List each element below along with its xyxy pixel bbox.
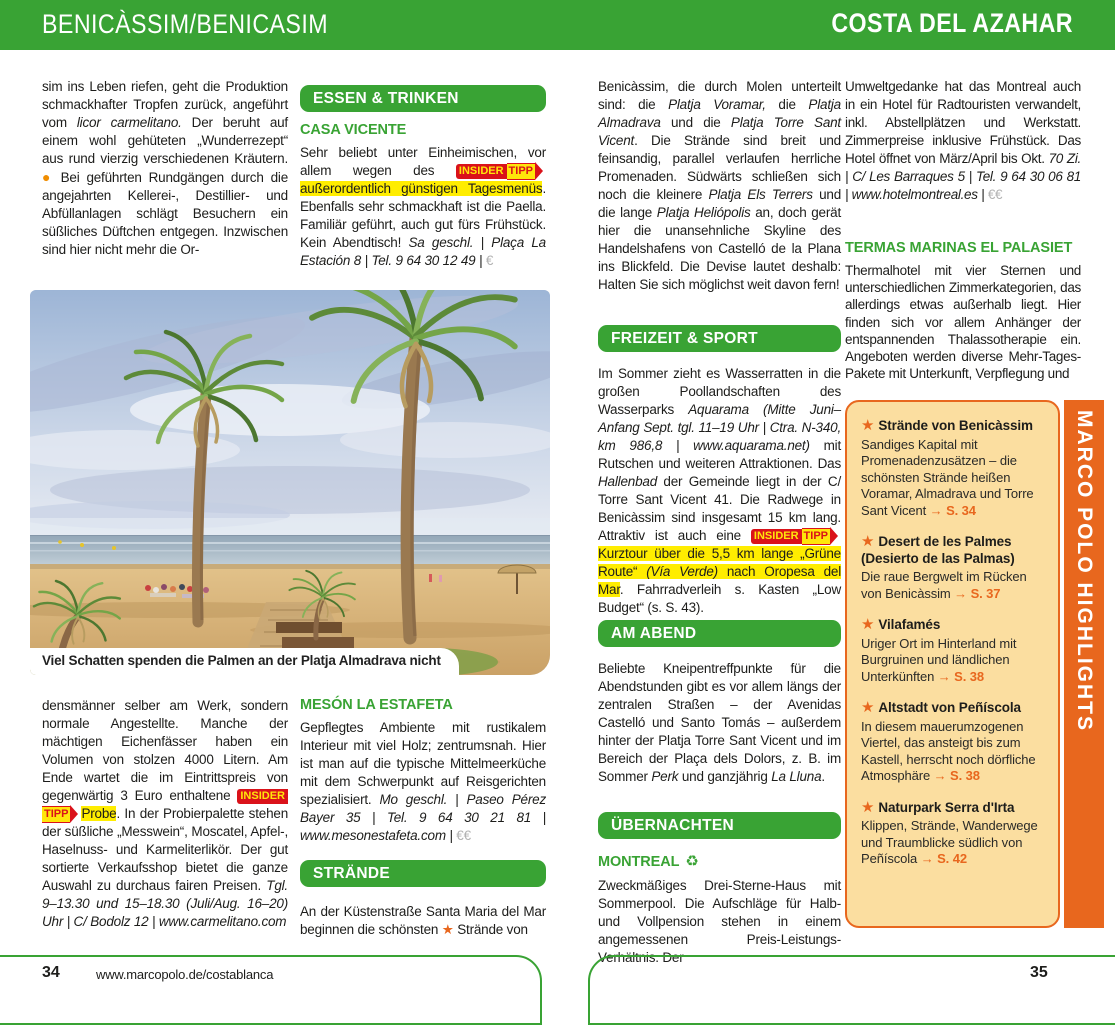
page-reference: → S. 34 <box>929 502 976 518</box>
body-text-meson: Gepflegtes Ambiente mit rustikalem Interieur mit viel Holz; zentrumsnah. Hier ist man auf die typische Mittelmeerküche mit dem Schwerpunkt auf Reisgerichten spezialisiert. Mo geschl. | Paseo Pérez Bayer 35 | Tel. 9 64 30 21 81 | www.mesonestafeta.com | €€ <box>300 720 546 843</box>
star-icon: ★ <box>861 417 875 434</box>
highlight-body-text: In diesem mauerumzogenen Viertel, das ansteigt bis zum Kastell, herrscht noch dörfliche Atmosphäre <box>861 718 1036 783</box>
section-box-am-abend: AM ABEND <box>598 620 841 647</box>
body-text-casa-vicente: Sehr beliebt unter Einheimischen, vor allem wegen des INSIDER TIPPaußerordentlich günstigen Tagesmenüs. Ebenfalls sehr schmackhaft ist die Paella. Familiär geführt, auch gut fürs Frühstück. Kein Abendtisch! Sa geschl. | Plaça La Estación 8 | Tel. 9 64 30 12 49 | € <box>300 145 546 268</box>
highlight-title: Vilafamés <box>878 617 941 632</box>
star-icon: ★ <box>861 533 875 550</box>
beach-photo-illustration <box>30 290 550 675</box>
body-text-montreal: Zweckmäßiges Drei-Sterne-Haus mit Sommerpool. Die Aufschläge für Halb- und Vollpension stehen in einem angemessenen Preis-Leistungs-Verhältnis. Der <box>598 878 841 965</box>
page-number-left: 34 <box>42 964 60 981</box>
highlight-body <box>861 818 1048 868</box>
highlight-title: Strände von Benicàssim <box>878 418 1033 433</box>
star-icon: ★ <box>861 616 875 633</box>
body-text-rcol1-top: Benicàssim, die durch Molen unterteilt sind: die Platja Voramar, die Platja Almadrava und die Platja Torre Sant Vicent. Die Strände sind breit und feinsandig, parallel verlaufen herrliche Promenaden. Südwärts schließen sich noch die kleinere Platja Els Terrers und die lange Platja Heliópolis an, doch gerät hier die unansehnliche Skyline des Handelshafens von Castelló de la Plana ins Blickfeld. Die Devise lautet deshalb: Halten Sie sich möglichst weit davon fern! <box>598 79 842 292</box>
body-text-freizeit: Im Sommer zieht es Wasserratten in die großen Poollandschaften des Wasserparks Aquarama (Mitte Juni–Anfang Sept. tgl. 11–19 Uhr | Ctra. N-340, km 986,8 | www.aquarama.net) mit Rutschen und weiteren Attraktionen. Das Hallenbad der Gemeinde liegt in der C/ Torre Sant Vicent 41. Die Radwege in Benicàssim sind insgesamt 15 km lang. Attraktiv ist auch eine INSIDER TIPPKurztour über die 5,5 km lange „Grüne Route“ (Vía Verde) nach Oropesa del Mar. Fahrradverleih s. Kasten „Low Budget“ (s. S. 43). <box>598 366 841 615</box>
highlight-item <box>861 534 1048 602</box>
star-icon: ★ <box>861 798 875 816</box>
highlight-item <box>861 617 1048 685</box>
region-title: COSTA DEL AZAHAR <box>831 8 1073 38</box>
highlight-body-text: Uriger Ort im Hinterland mit Burgruinen und ländlichen Unterkünften <box>861 635 1017 684</box>
highlights-box <box>845 400 1060 928</box>
body-text-col1-bottom: densmänner selber am Werk, sondern normale Angestellte. Manche der mächtigen Eichenfässer haben ein Volumen von stolzen 4000 Litern. Am Ende wartet die im Eintrittspreis von gegenwärtig 3 Euro enthaltene INSIDERTIPP Probe. In der Probierpalette stehen der süßliche „Messwein“, Moscatel, Apfel-, Haselnuss- und Karmeliterlikör. Der gut sortierte Verkaufsshop bietet die ganze Auswahl zu durchaus fairen Preisen. Tgl. 9–13.30 und 15–18.30 (Juli/Aug. 16–20) Uhr | C/ Bodolz 12 | www.carmelitano.com <box>42 698 288 929</box>
page-reference: → S. 42 <box>920 851 967 866</box>
page-header-bar <box>0 0 1115 50</box>
highlight-body <box>861 569 1048 602</box>
footer-url: www.marcopolo.de/costablanca <box>96 967 274 982</box>
page-reference: → S. 37 <box>954 585 1001 601</box>
highlight-body-text: Sandiges Kapital mit Promenadenzusätzen – die schönsten Strände heißen Voramar, Almadrava und Torre Sant Vicent <box>861 436 1034 518</box>
beach-photo <box>30 290 550 675</box>
entry-heading-montreal-label: MONTREAL <box>598 854 680 870</box>
body-text-rcol2-top: Umweltgedanke hat das Montreal auch in ein Hotel für Radtouristen verwandelt, inkl. Abstellplätzen und Werkstatt. Zimmerpreise inklusive Frühstück. Das Hotel öffnet von März/April bis Okt. 70 Zi. | C/ Les Barraques 5 | Tel. 9 64 30 06 81 | www.hotelmontreal.es | €€ <box>845 79 1081 202</box>
highlights-side-band <box>1064 400 1104 928</box>
page-number-right: 35 <box>1030 964 1048 981</box>
eco-leaf-icon: ♻ <box>685 853 699 870</box>
entry-heading-termas: TERMAS MARINAS EL PALASIET <box>845 240 1073 256</box>
highlight-body <box>861 719 1048 785</box>
page-reference: → S. 38 <box>937 668 985 684</box>
page-reference: → S. 38 <box>933 768 980 783</box>
page-title: BENICÀSSIM/BENICASIM <box>42 9 329 39</box>
highlight-body-text: Die raue Bergwelt im Rücken von Benicàssim <box>861 569 1027 601</box>
section-box-uebernachten: ÜBERNACHTEN <box>598 812 841 839</box>
highlight-title: Naturpark Serra d'Irta <box>878 799 1015 815</box>
body-text-straende: An der Küstenstraße Santa Maria del Mar beginnen die schönsten ★ Strände von <box>300 904 546 937</box>
section-box-freizeit-sport: FREIZEIT & SPORT <box>598 325 841 352</box>
body-text-am-abend: Beliebte Kneipentreffpunkte für die Abendstunden gibt es vor allem längs der zentralen Straßen – der Avenidas Castelló und Santo Tomás – außerdem hinter der Platja Torre Sant Vicent und im Bereich der Plaça dels Dolors, z. B. im Sommer Perk und ganzjährig La Lluna. <box>598 661 841 784</box>
highlight-title: Altstadt von Peñíscola <box>878 700 1021 715</box>
highlight-item <box>861 800 1048 868</box>
star-icon: ★ <box>861 699 875 716</box>
section-box-essen-trinken: ESSEN & TRINKEN <box>300 85 546 112</box>
section-box-straende: STRÄNDE <box>300 860 546 887</box>
body-text-col1-top: sim ins Leben riefen, geht die Produktion schmackhafter Tropfen zurück, angeführt vom licor carmelitano. Der beruht auf einem wohl gehüteten „Wunderrezept“ aus rund vierzig verschiedenen Kräutern. ● Bei geführten Rundgängen durch die angejahrten Kellerei-, Destillier- und Abfüllanlagen schlägt Besuchern ein süßliches Düftchen entgegen. Inzwischen sind hier nicht mehr die Or- <box>42 79 289 257</box>
highlight-item <box>861 700 1048 785</box>
highlight-title: Desert de les Palmes (Desierto de las Palmas) <box>861 534 1015 566</box>
photo-caption: Viel Schatten spenden die Palmen an der Platja Almadrava nicht <box>30 648 459 675</box>
entry-heading-casa-vicente: CASA VICENTE <box>300 122 407 138</box>
highlight-body-text: Klippen, Strände, Wanderwege und Traumblicke südlich von Peñíscola <box>861 818 1038 866</box>
highlights-side-label: MARCO POLO HIGHLIGHTS <box>1073 410 1096 732</box>
highlight-body <box>861 636 1048 686</box>
highlight-item <box>861 418 1048 519</box>
footer-frame-left <box>0 955 542 1025</box>
highlight-body <box>861 437 1048 520</box>
body-text-termas: Thermalhotel mit vier Sternen und unterschiedlichen Zimmerkategorien, das allerdings etwas außerhalb liegt. Hier finden sich vor allem Anhänger der entspannenden Thalassotherapie ein. Angeboten werden diverse Mehr-Tages-Pakete mit Unterkunft, Verpflegung und <box>845 263 1081 382</box>
entry-heading-montreal <box>598 852 699 870</box>
entry-heading-meson: MESÓN LA ESTAFETA <box>300 697 453 713</box>
